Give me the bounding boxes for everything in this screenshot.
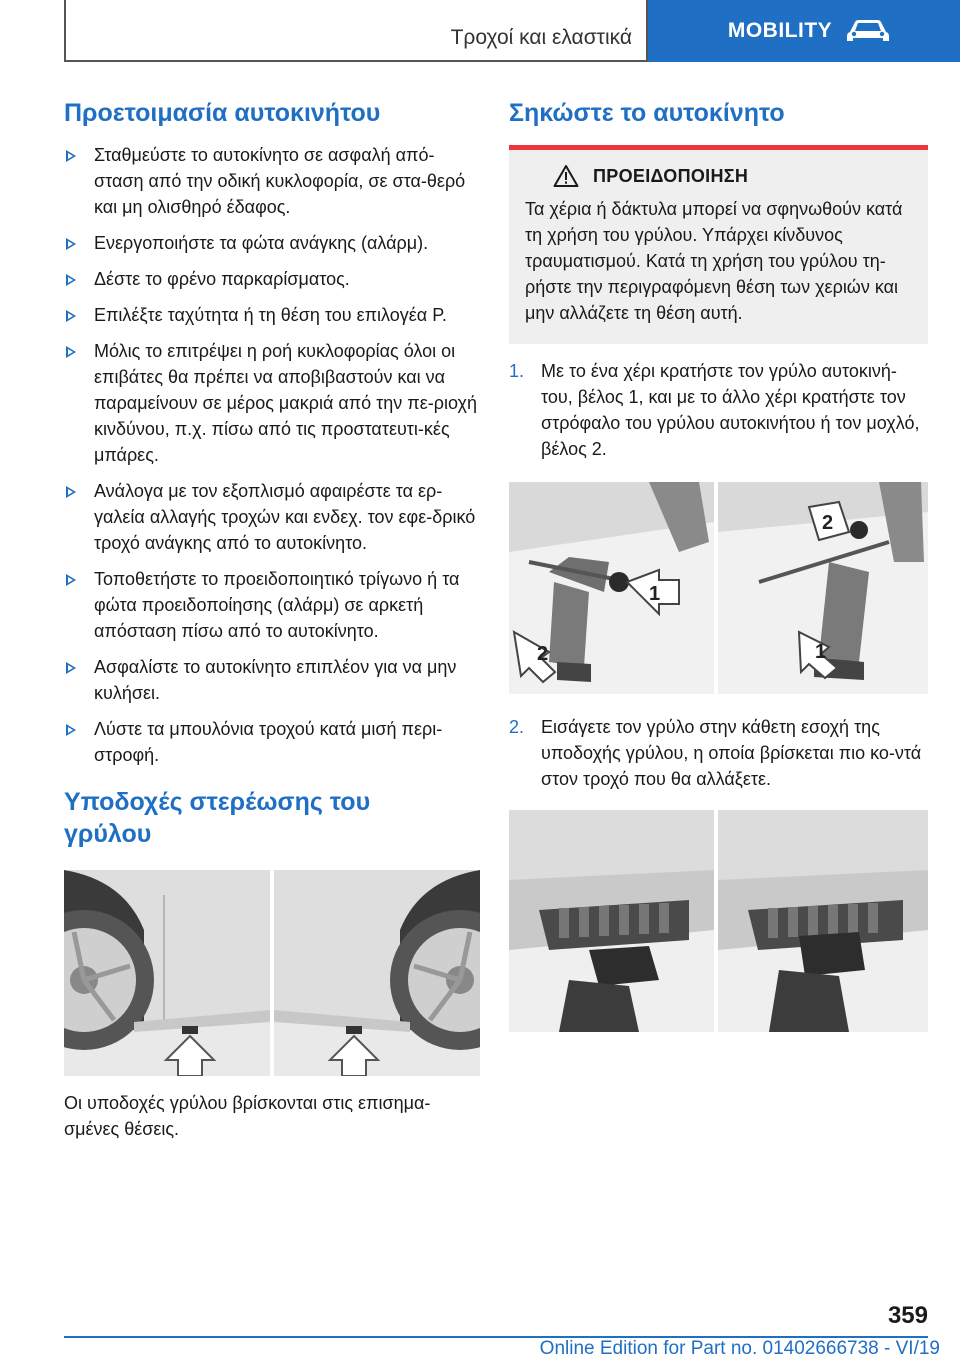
arrow-label: 1 <box>649 583 661 605</box>
bullet-triangle-icon <box>66 724 76 736</box>
list-item: 1. Με το ένα χέρι κρατήστε τον γρύλο αυτοκινή-του, βέλος 1, και με το άλλο χέρι κρατήστε τον στρόφαλο του γρύλου αυτοκινήτου ή τον μοχλό, βέλος 2. <box>509 358 928 462</box>
step-number: 2. <box>509 717 525 737</box>
mobility-tab-label: MOBILITY <box>727 19 833 42</box>
heading-jack-points: Υποδοχές στερέωσης του γρύλου <box>64 788 371 848</box>
heading-raise-vehicle: Σηκώστε το αυτοκίνητο <box>509 99 785 127</box>
section-box <box>64 0 648 62</box>
jack-handling-image <box>509 482 928 694</box>
page-header <box>64 0 960 64</box>
warning-title: ΠΡΟΕΙΔΟΠΟΙΗΣΗ <box>593 165 749 186</box>
bullet-triangle-icon <box>66 486 76 498</box>
warning-triangle-icon <box>553 164 579 188</box>
jack-insertion-illustration <box>509 810 928 1032</box>
arrow-label: 2 <box>822 512 834 534</box>
footer-edition: Online Edition for Part no. 01402666738 - VI/19 <box>539 1338 940 1359</box>
arrow-label: 2 <box>537 643 549 665</box>
list-item: Ενεργοποιήστε τα φώτα ανάγκης (αλάρμ). <box>64 230 480 256</box>
heading-prepare-vehicle: Προετοιμασία αυτοκινήτου <box>64 99 381 127</box>
warning-title-row <box>525 164 912 188</box>
list-item: Λύστε τα μπουλόνια τροχού κατά μισή περι-στροφή. <box>64 716 480 768</box>
prepare-steps <box>64 142 480 768</box>
section-title: Τροχοί και ελαστικά <box>450 26 632 49</box>
list-item: Σταθμεύστε το αυτοκίνητο σε ασφαλή από-σταση από την οδική κυκλοφορία, σε στα-θερό και μη ολισθηρό έδαφος. <box>64 142 480 220</box>
bullet-triangle-icon <box>66 310 76 322</box>
warning-text: Τα χέρια ή δάκτυλα μπορεί να σφηνωθούν κατά τη χρήση του γρύλου. Υπάρχει κίνδυνος τραυματισμού. Κατά τη χρήση του γρύλου τη-ρήστε την περιγραφόμενη θέση των χεριών και μην αλλάζετε τη θέση αυτή. <box>525 199 903 323</box>
jack-points-caption: Οι υποδοχές γρύλου βρίσκονται στις επισημα- σμένες θέσεις. <box>64 1093 431 1139</box>
mobility-tab[interactable] <box>648 0 960 62</box>
right-column <box>509 98 928 1032</box>
car-icon <box>846 18 890 44</box>
step-number: 1. <box>509 361 525 381</box>
jack-points-image <box>64 870 480 1076</box>
raise-steps-2 <box>509 714 928 792</box>
list-item: Τοποθετήστε το προειδοποιητικό τρίγωνο ή τα φώτα προειδοποίησης (αλάρμ) σε αρκετή απόσταση πίσω από το αυτοκίνητο. <box>64 566 480 644</box>
list-item: Επιλέξτε ταχύτητα ή τη θέση του επιλογέα P. <box>64 302 480 328</box>
list-item: Ασφαλίστε το αυτοκίνητο επιπλέον για να μην κυλήσει. <box>64 654 480 706</box>
warning-box <box>509 150 928 344</box>
left-column <box>64 98 480 1142</box>
bullet-triangle-icon <box>66 238 76 250</box>
bullet-triangle-icon <box>66 346 76 358</box>
jack-handling-illustration <box>509 482 928 694</box>
bullet-triangle-icon <box>66 574 76 586</box>
raise-steps <box>509 358 928 462</box>
list-item: Μόλις το επιτρέψει η ροή κυκλοφορίας όλοι οι επιβάτες θα πρέπει να αποβιβαστούν και να παραμείνουν σε μέρος μακριά από την πε-ριοχή κινδύνου, π.χ. πίσω από τις προστατευτι-κές μπάρες. <box>64 338 480 468</box>
bullet-triangle-icon <box>66 150 76 162</box>
page-number: 359 <box>887 1302 928 1329</box>
bullet-triangle-icon <box>66 274 76 286</box>
list-item: Δέστε το φρένο παρκαρίσματος. <box>64 266 480 292</box>
arrow-label: 1 <box>815 641 827 663</box>
list-item: Ανάλογα με τον εξοπλισμό αφαιρέστε τα ερ-γαλεία αλλαγής τροχών και ενδεχ. τον εφε-δρικό τροχό ανάγκης από το αυτοκίνητο. <box>64 478 480 556</box>
jack-points-illustration <box>64 870 480 1076</box>
list-item: 2. Εισάγετε τον γρύλο στην κάθετη εσοχή της υποδοχής γρύλου, η οποία βρίσκεται πιο κο-ντά στον τροχό που θα αλλάξετε. <box>509 714 928 792</box>
jack-insertion-image <box>509 810 928 1032</box>
bullet-triangle-icon <box>66 662 76 674</box>
